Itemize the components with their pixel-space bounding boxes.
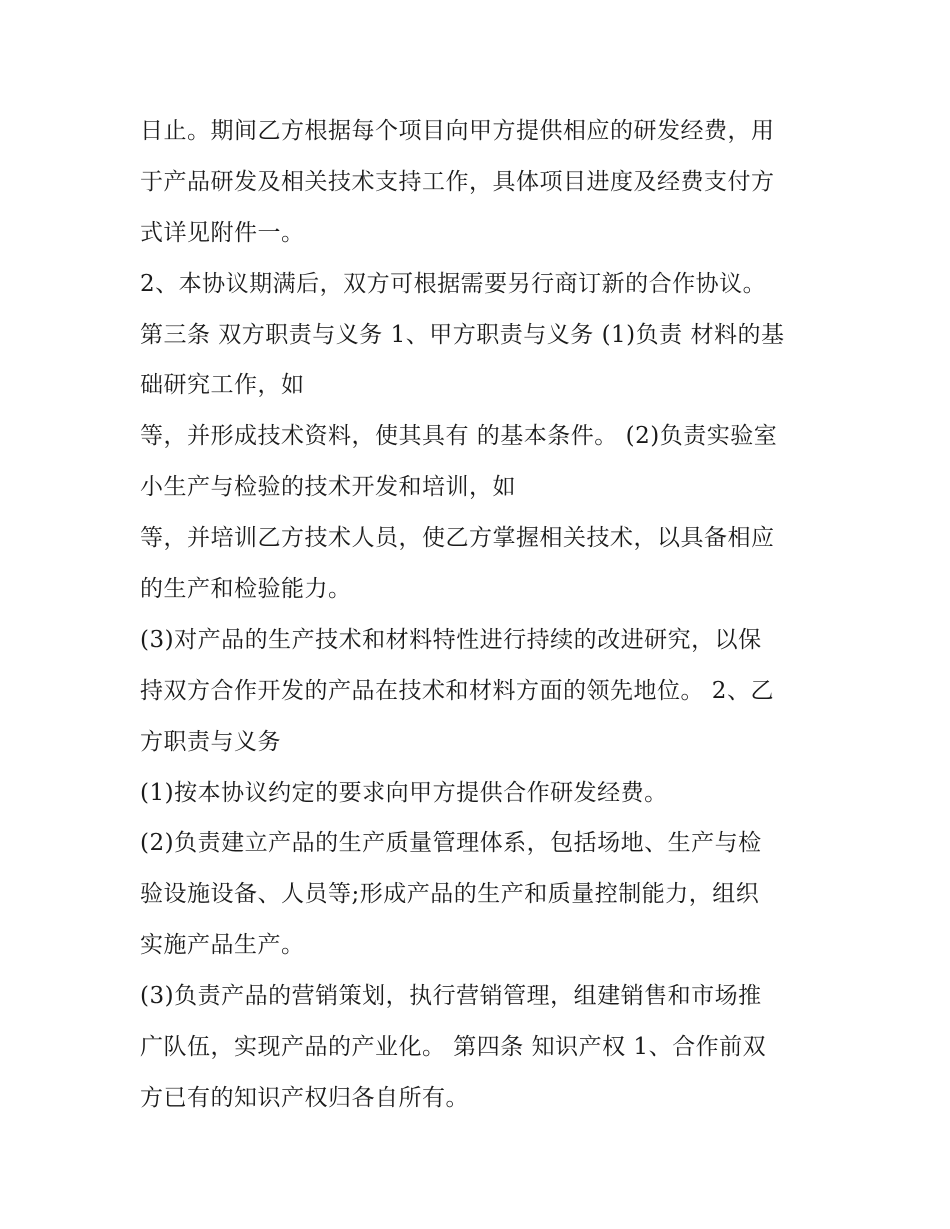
text-line: 广队伍，实现产品的产业化。 第四条 知识产权 1、合作前双: [140, 1034, 767, 1061]
text-line: (3)负责产品的营销策划，执行营销管理，组建销售和市场推: [140, 983, 762, 1010]
text-line: 式详见附件一。: [140, 219, 305, 246]
text-line: 实施产品生产。: [140, 932, 305, 959]
text-line: 持双方合作开发的产品在技术和材料方面的领先地位。 2、乙: [140, 677, 774, 704]
text-line: 等，并培训乙方技术人员，使乙方掌握相关技术，以具备相应: [140, 525, 775, 552]
text-line: (1)按本协议约定的要求向甲方提供合作研发经费。: [140, 779, 668, 806]
text-line: 础研究工作，如: [140, 372, 305, 399]
text-line: (2)负责建立产品的生产质量管理体系，包括场地、生产与检: [140, 830, 762, 857]
text-line: 的生产和检验能力。: [140, 576, 352, 603]
text-line: 方职责与义务: [140, 728, 281, 755]
text-line: 等，并形成技术资料，使其具有 的基本条件。 (2)负责实验室: [140, 423, 778, 450]
text-line: 方已有的知识产权归各自所有。: [140, 1084, 469, 1111]
document-body: [140, 106, 830, 1124]
text-line: 验设施设备、人员等;形成产品的生产和质量控制能力，组织: [140, 881, 760, 908]
text-line: 日止。期间乙方根据每个项目向甲方提供相应的研发经费，用: [140, 118, 775, 144]
text-line: 小生产与检验的技术开发和培训，如: [140, 474, 516, 501]
text-line: (3)对产品的生产技术和材料特性进行持续的改进研究，以保: [140, 626, 762, 653]
text-line: 第三条 双方职责与义务 1、甲方职责与义务 (1)负责 材料的基: [140, 321, 785, 348]
text-line: 于产品研发及相关技术支持工作，具体项目进度及经费支付方: [140, 168, 775, 195]
text-line: 2、本协议期满后，双方可根据需要另行商订新的合作协议。: [140, 270, 767, 297]
